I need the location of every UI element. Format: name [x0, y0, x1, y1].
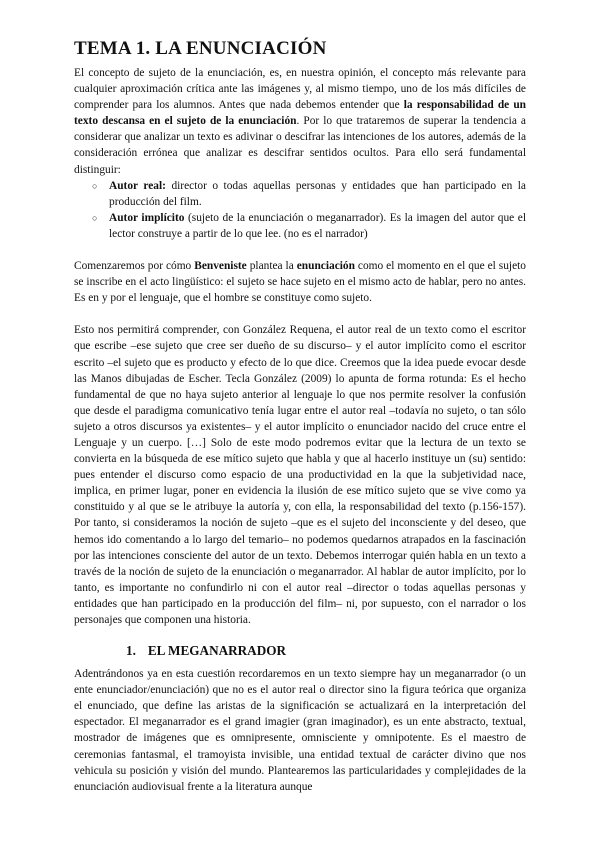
bold-term: enunciación [296, 260, 355, 273]
circle-bullet-icon: ○ [92, 212, 98, 223]
definition-list [74, 178, 526, 242]
page-title: TEMA 1. LA ENUNCIACIÓN [74, 38, 327, 59]
intro-paragraph [74, 65, 526, 178]
list-item-autor-implicito [92, 210, 526, 242]
list-item-term: Autor real: [109, 179, 166, 192]
section-number: 1. [126, 643, 136, 659]
intro-text-2: . Por lo que trataremos de superar la tendencia a considerar que analizar un texto es adivinar o descifrar las intenciones de los autores, además de la consideración errónea que analizar es descifrar sentidos ocultos. Para ello será fundamental distinguir: [74, 115, 526, 176]
list-item-text: director o todas aquellas personas y entidades que han participado en la producción del film. [109, 179, 526, 208]
intro-bold-1: la responsabilidad de un texto descansa en el sujeto de la enunciación [74, 99, 526, 128]
spacer [74, 628, 526, 636]
spacer [74, 306, 526, 322]
document-page [74, 38, 526, 795]
list-item-autor-real [92, 178, 526, 210]
spacer [74, 242, 526, 258]
paragraph-text: plantea la [246, 260, 297, 273]
benveniste-paragraph [74, 258, 526, 306]
paragraph-text: Comenzaremos por cómo [74, 260, 195, 273]
intro-text-1: El concepto de sujeto de la enunciación, es, en nuestra opinión, el concepto más relevante para cualquier aproximación crítica ante las imágenes y, al mismo tiempo, uno de los más difíciles de comprender para los alumnos. Antes que nada debemos entender que [74, 67, 526, 112]
bold-term: Benveniste [194, 260, 247, 273]
paragraph-text: como el momento en el que el sujeto se inscribe en el acto lingüístico: el sujeto se hace sujeto en el mismo acto de hablar, pero no antes. Es en y por el lenguaje, que el hombre se constituye como sujeto. [74, 260, 527, 305]
circle-bullet-icon: ○ [92, 180, 98, 191]
list-item-text: (sujeto de la enunciación o meganarrador). Es la imagen del autor que el lector construye a partir de lo que lee. (no es el narrador) [109, 211, 526, 240]
meganarrador-paragraph: Adentrándonos ya en esta cuestión recordaremos en un texto siempre hay un meganarrador (o un ente enunciador/enunciación) que no es el autor real o director sino la figura teórica que organiza el enunciado, que define las aristas de la significación se actualizará en la interpretación del espectador. El meganarrador es el grand imagier (gran imaginador), es un ente abstracto, textual, mostrador de imágenes que es omnipresente, omnisciente y omnipotente. Es el maestro de ceremonias fantasmal, el tramoyista invisible, una entidad textual de carácter divino que nos vehicula su posición y visión del mundo. Plantearemos las particularidades y complejidades de la enunciación audiovisual frente a la literatura aunque [74, 668, 526, 793]
list-item-term: Autor implícito [109, 211, 185, 224]
gonzalez-requena-paragraph: Esto nos permitirá comprender, con González Requena, el autor real de un texto como el escritor que escribe –ese sujeto que cree ser dueño de su discurso– y el autor implícito como el escritor escrito –el sujeto que es producto y efecto de lo que dice. Creemos que la idea puede evocar desde las Manos dibujadas de Escher. Tecla González (2009) lo apunta de forma rotunda: Es el hecho fundamental de que no haya sujeto anterior al lenguaje lo que nos permite resolver la confusión que desde el paradigma comunicativo tenía lugar entre el autor real –todavía no sujeto, o tan sólo sujeto a otros discursos ya existentes– y el autor implícito o enunciador nacido del cruce entre el Lenguaje y un cuerpo. […] Solo de este modo podremos evitar que la lectura de un texto se convierta en la búsqueda de ese mítico sujeto que habla y que al hacerlo instituye un (su) sentido: pues entender el discurso como espacio de una productividad en la que la subjetividad nace, implica, en primer lugar, poner en evidencia la ilusión de ese mítico sujeto que se vive como ya constituido y al que se le atribuye la autoría y, con ella, la responsabilidad del texto (p.156-157). Por tanto, si consideramos la noción de sujeto –que es el sujeto del inconsciente y del deseo, que hemos ido comentando a lo largo del temario– no podemos quedarnos atrapados en la fascinación por las intenciones consciente del autor de un texto. Debemos interrogar quién habla en un texto a través de la noción de sujeto de la enunciación o meganarrador. Al hablar de autor implícito, por lo tanto, es importante no confundirlo ni con el autor real –director o todas aquellas personas y entidades que han participado en la producción del film– ni, por supuesto, con el narrador o los personajes que componen una historia. [74, 324, 526, 626]
section-heading [74, 642, 526, 660]
section-title: EL MEGANARRADOR [147, 643, 286, 659]
